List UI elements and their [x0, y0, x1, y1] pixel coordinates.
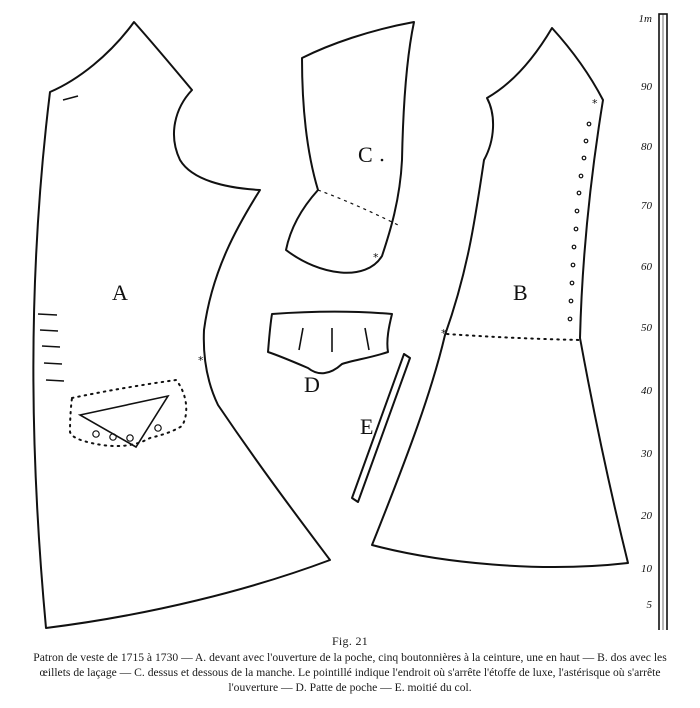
piece-b-back — [372, 28, 628, 567]
piece-e-label: E — [360, 414, 374, 439]
piece-d-outline — [268, 312, 392, 374]
buttonhole-5 — [46, 380, 64, 381]
piece-c-dot — [381, 159, 384, 162]
scale-tick-label: 20 — [641, 510, 652, 522]
figure-caption — [20, 634, 680, 695]
figure-number: Fig. 21 — [331, 634, 369, 648]
scale-tick-label: 10 — [641, 563, 652, 575]
measuring-scale — [639, 13, 667, 630]
figure-caption-text: Patron de veste de 1715 à 1730 — A. devant avec l'ouverture de la poche, cinq boutonnières à la ceinture, une en haut — B. dos avec les œillets de laçage — C. dessus et dessous de la manche. Le pointillé indique l'endroit où s'arrête l'étoffe de luxe, l'astérisque où s'arrête l'ouverture — D. Patte de poche — E. moitié du col. — [33, 651, 667, 694]
piece-c-label: C — [358, 142, 373, 167]
piece-b-outline — [372, 28, 628, 567]
scale-tick-label: 5 — [646, 599, 652, 611]
scale-tick-label: 60 — [641, 261, 652, 273]
piece-b-asterisk-top: * — [592, 97, 598, 110]
piece-d-pocket-flap — [268, 312, 392, 397]
piece-d-label: D — [304, 372, 320, 397]
buttonhole-2 — [40, 330, 58, 331]
buttonhole-1 — [38, 314, 57, 315]
scale-ticks — [639, 13, 653, 611]
scale-tick-label: 30 — [641, 448, 652, 460]
scale-tick-label: 1m — [638, 13, 652, 25]
piece-a-asterisk: * — [198, 354, 204, 367]
piece-c-asterisk: * — [373, 251, 379, 264]
scale-tick-label: 50 — [641, 322, 652, 334]
piece-b-asterisk-side: * — [441, 327, 447, 340]
buttonhole-3 — [42, 346, 60, 347]
scale-tick-label: 40 — [641, 385, 652, 397]
piece-c-sleeve — [286, 22, 414, 273]
scale-tick-label: 80 — [641, 141, 652, 153]
scale-tick-label: 90 — [641, 81, 652, 93]
piece-b-label: B — [513, 280, 528, 305]
scale-tick-label: 70 — [641, 200, 652, 212]
buttonhole-4 — [44, 363, 62, 364]
piece-c-outline — [286, 22, 414, 273]
piece-a-label: A — [112, 280, 128, 305]
